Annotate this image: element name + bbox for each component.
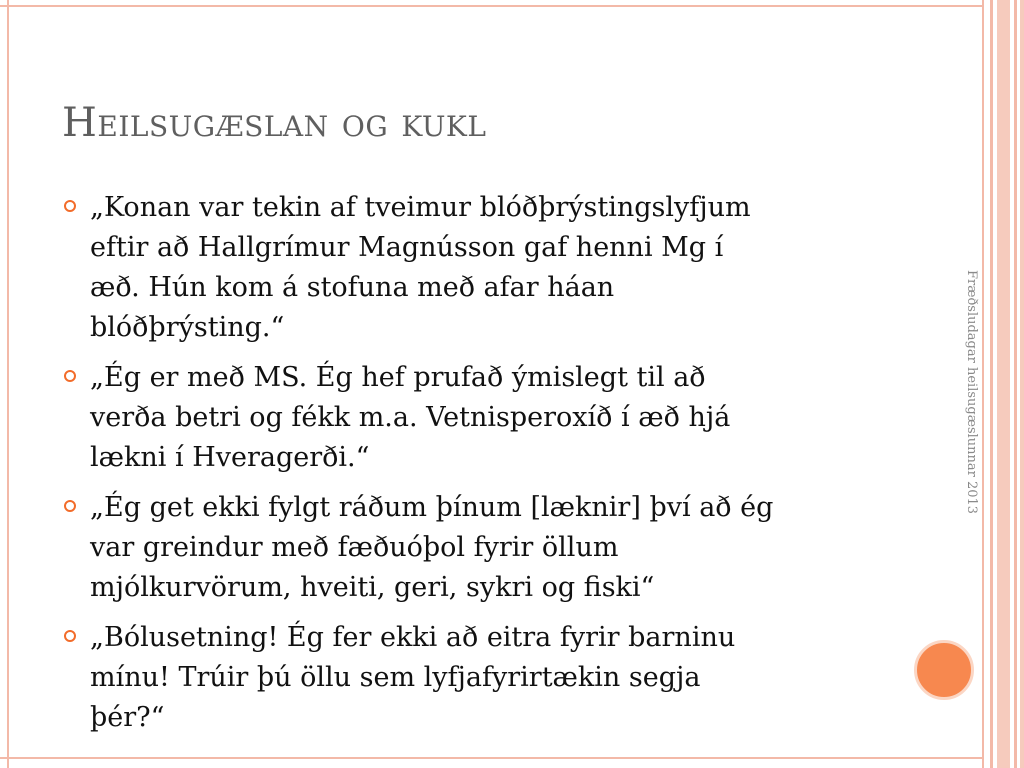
bullet-text: „Ég get ekki fylgt ráðum þínum [læknir] því að ég var greindur með fæðuóþol fyrir öllum mjólkurvörum, hveiti, geri, sykri og fiski“ (90, 492, 774, 603)
decor-stripe (982, 0, 984, 768)
frame-bottom-line (0, 757, 982, 759)
bullet-list (64, 188, 904, 748)
decor-stripe (1014, 0, 1017, 768)
decor-stripe (1020, 0, 1024, 768)
bullet-item (64, 488, 904, 608)
decor-stripe (990, 0, 993, 768)
bullet-item (64, 618, 904, 738)
bullet-circle-icon (64, 370, 76, 382)
frame-top-line (0, 5, 982, 7)
bullet-circle-icon (64, 200, 76, 212)
bullet-text: „Ég er með MS. Ég hef prufað ýmislegt til að verða betri og fékk m.a. Vetnisperoxíð í æð hjá lækni í Hveragerði.“ (90, 362, 731, 473)
bullet-item (64, 188, 904, 348)
slide-title: Heilsugæslan og kukl (62, 100, 487, 146)
bullet-text: „Konan var tekin af tveimur blóðþrýstingslyfjum eftir að Hallgrímur Magnússon gaf henni Mg í æð. Hún kom á stofuna með afar háan blóðþrýsting.“ (90, 192, 751, 343)
bullet-circle-icon (64, 500, 76, 512)
frame-left-line (7, 0, 9, 768)
side-footer-text: Fræðsludagar heilsugæslunnar 2013 (964, 270, 979, 515)
decor-circle (914, 640, 974, 700)
bullet-text: „Bólusetning! Ég fer ekki að eitra fyrir barninu mínu! Trúir þú öllu sem lyfjafyrirtækin segja þér?“ (90, 622, 736, 733)
bullet-circle-icon (64, 630, 76, 642)
bullet-item (64, 358, 904, 478)
decor-stripe (997, 0, 1010, 768)
